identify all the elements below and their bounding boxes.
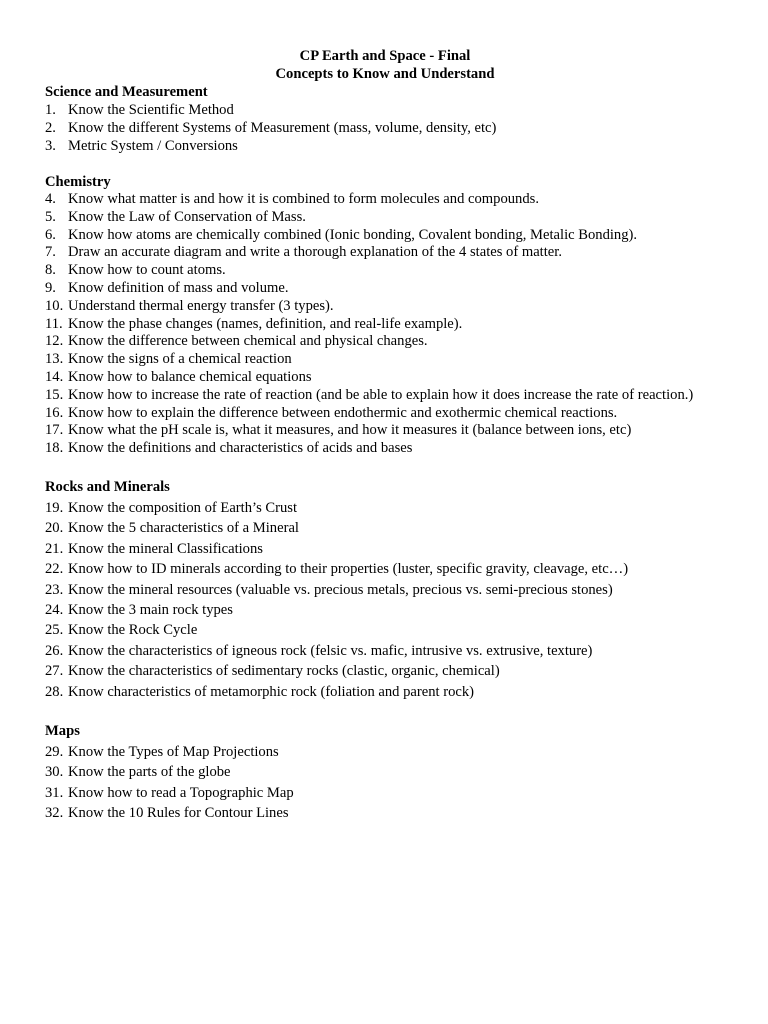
list-item-number: 12. — [45, 333, 64, 350]
list-item — [45, 742, 745, 762]
list-item-number: 4. — [45, 191, 56, 207]
list-item — [45, 280, 745, 298]
list-item-text: Know the phase changes (names, definition, and real-life example). — [68, 315, 463, 332]
list-item — [45, 498, 745, 518]
list-item-number: 6. — [45, 226, 56, 243]
list-item — [45, 661, 745, 681]
list-item-text: Know the mineral Classifications — [68, 540, 263, 557]
list-item — [45, 539, 745, 559]
section-science-and-measurement — [45, 83, 745, 155]
list-item-number: 32. — [45, 805, 64, 822]
list-item — [45, 387, 745, 405]
list-item-text: Know the difference between chemical and physical changes. — [68, 333, 428, 350]
list-item-text: Know the different Systems of Measurement (mass, volume, density, etc) — [68, 120, 497, 136]
list-item-text: Know how to count atoms. — [68, 262, 226, 279]
list-item-text: Know the Types of Map Projections — [68, 744, 279, 761]
list-item — [45, 369, 745, 387]
list-item-number: 14. — [45, 368, 64, 385]
list-item-number: 16. — [45, 404, 64, 421]
list-item-text: Know how to explain the difference between endothermic and exothermic chemical reactions. — [68, 404, 618, 421]
list-item — [45, 641, 745, 661]
list-item-text: Know the 3 main rock types — [68, 601, 233, 618]
list-item — [45, 191, 745, 209]
list-item-number: 24. — [45, 601, 64, 618]
list-item-text: Know the Scientific Method — [68, 102, 234, 118]
list-item-number: 3. — [45, 138, 56, 154]
list-item-text: Know the 10 Rules for Contour Lines — [68, 805, 289, 822]
section-chemistry — [45, 173, 745, 458]
list-item-number: 18. — [45, 440, 64, 457]
list-item — [45, 227, 745, 245]
list-item-text: Know how to balance chemical equations — [68, 368, 312, 385]
list-item — [45, 559, 745, 579]
list-item — [45, 580, 745, 600]
list-item-number: 9. — [45, 279, 56, 296]
document-title: CP Earth and Space - Final — [299, 48, 471, 64]
list-item — [45, 518, 745, 538]
list-item-text: Know how to read a Topographic Map — [68, 784, 294, 801]
list-item-number: 10. — [45, 297, 64, 314]
list-item-text: Draw an accurate diagram and write a thorough explanation of the 4 states of matter. — [68, 244, 562, 261]
list-item — [45, 783, 745, 803]
list-item-number: 27. — [45, 663, 64, 680]
section-maps — [45, 722, 745, 824]
list-item-number: 26. — [45, 642, 64, 659]
list-item — [45, 405, 745, 423]
list-item-text: Know the parts of the globe — [68, 764, 231, 781]
list-item-number: 25. — [45, 622, 64, 639]
list-item-number: 2. — [45, 120, 56, 136]
list-item-number: 28. — [45, 683, 64, 700]
document-subtitle: Concepts to Know and Understand — [275, 66, 495, 82]
list-item-text: Know the mineral resources (valuable vs. precious metals, precious vs. semi-precious stones) — [68, 581, 613, 598]
list-item-number: 21. — [45, 540, 64, 557]
list-item-text: Know what matter is and how it is combined to form molecules and compounds. — [68, 191, 539, 207]
list-item-text: Metric System / Conversions — [68, 138, 238, 154]
section-heading: Chemistry — [45, 174, 111, 190]
list-item — [45, 262, 745, 280]
list-item-number: 13. — [45, 351, 64, 368]
list-item-number: 22. — [45, 561, 64, 578]
list-item-number: 31. — [45, 784, 64, 801]
list-item — [45, 351, 745, 369]
list-item-number: 30. — [45, 764, 64, 781]
list-item-number: 23. — [45, 581, 64, 598]
list-item-number: 5. — [45, 208, 56, 225]
list-item-text: Know how to ID minerals according to their properties (luster, specific gravity, cleavage, etc…) — [68, 561, 629, 578]
list-item-text: Know how to increase the rate of reaction (and be able to explain how it does increase the rate of reaction.) — [68, 386, 694, 403]
list-item-text: Know definition of mass and volume. — [68, 279, 289, 296]
document-page — [45, 47, 745, 824]
list-item-text: Know the Law of Conservation of Mass. — [68, 208, 306, 225]
list-item — [45, 600, 745, 620]
list-item — [45, 137, 745, 155]
list-item-number: 29. — [45, 744, 64, 761]
list-item-text: Know the Rock Cycle — [68, 622, 198, 639]
list-item-number: 17. — [45, 422, 64, 439]
list-item-text: Understand thermal energy transfer (3 types). — [68, 297, 334, 314]
list-item-text: Know how atoms are chemically combined (Ionic bonding, Covalent bonding, Metalic Bonding). — [68, 226, 638, 243]
section-rocks-and-minerals — [45, 478, 745, 702]
section-heading: Science and Measurement — [45, 84, 208, 100]
list-item — [45, 422, 745, 440]
list-item-text: Know the 5 characteristics of a Mineral — [68, 520, 299, 537]
section-heading: Maps — [45, 723, 80, 740]
list-item — [45, 209, 745, 227]
list-item-number: 11. — [45, 315, 63, 332]
list-item — [45, 620, 745, 640]
list-item-text: Know characteristics of metamorphic rock (foliation and parent rock) — [68, 683, 475, 700]
list-item-text: Know the definitions and characteristics of acids and bases — [68, 440, 413, 457]
list-item-text: Know the characteristics of igneous rock (felsic vs. mafic, intrusive vs. extrusive, texture) — [68, 642, 593, 659]
list-item — [45, 333, 745, 351]
list-item — [45, 803, 745, 823]
list-item — [45, 762, 745, 782]
list-item-text: Know what the pH scale is, what it measures, and how it measures it (balance between ions, etc) — [68, 422, 632, 439]
list-item-number: 19. — [45, 499, 64, 516]
list-item — [45, 682, 745, 702]
list-item — [45, 101, 745, 119]
list-item-number: 1. — [45, 102, 56, 118]
list-item — [45, 316, 745, 334]
list-item-number: 7. — [45, 244, 56, 261]
list-item — [45, 298, 745, 316]
list-item-text: Know the composition of Earth’s Crust — [68, 499, 298, 516]
list-item-number: 8. — [45, 262, 56, 279]
list-item-text: Know the signs of a chemical reaction — [68, 351, 292, 368]
list-item-number: 20. — [45, 520, 64, 537]
list-item-number: 15. — [45, 386, 64, 403]
list-item-text: Know the characteristics of sedimentary rocks (clastic, organic, chemical) — [68, 663, 500, 680]
list-item — [45, 119, 745, 137]
section-heading: Rocks and Minerals — [45, 478, 170, 495]
list-item — [45, 440, 745, 458]
list-item — [45, 244, 745, 262]
